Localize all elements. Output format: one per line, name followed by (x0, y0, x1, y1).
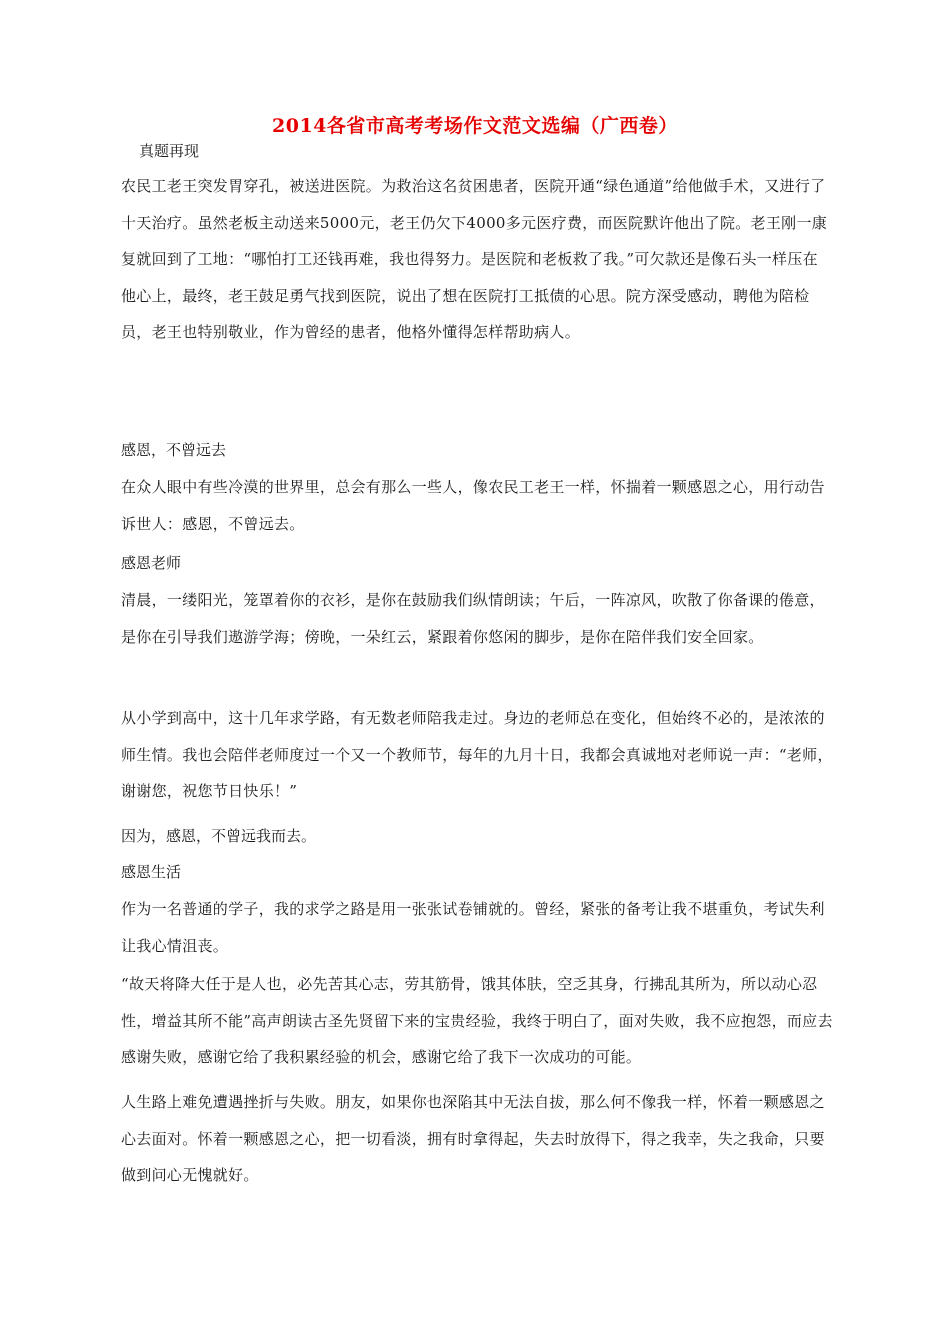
teacher-paragraph-1 (121, 582, 833, 655)
life-paragraph-1 (121, 891, 833, 964)
life-paragraph-2 (121, 966, 833, 1076)
section-heading-life: 感恩生活 (121, 863, 182, 881)
section-label: 真题再现 (139, 142, 200, 160)
section-heading-teacher: 感恩老师 (121, 554, 182, 572)
teacher-paragraph-3: 因为，感恩，不曾远我而去。 (121, 827, 317, 845)
teacher-text-2: 从小学到高中，这十几年求学路，有无数老师陪我走过。身边的老师总在变化，但始终不必的，是浓浓的师生情。我也会陪伴老师度过一个又一个教师节，每年的九月十日，我都会真诚地对老师说一声：“老师，谢谢您，祝您节日快乐！” (121, 709, 833, 800)
essay-title: 感恩，不曾远去 (121, 441, 227, 459)
life-paragraph-3 (121, 1084, 833, 1194)
prompt-text: 农民工老王突发胃穿孔，被送进医院。为救治这名贫困患者，医院开通“绿色通道”给他做手术，又进行了十天治疗。虽然老板主动送来5000元，老王仍欠下4000多元医疗费，而医院默许他出了院。老王刚一康复就回到了工地：“哪怕打工还钱再难，我也得努力。是医院和老板救了我。”可欠款还是像石头一样压在他心上，最终，老王鼓足勇气找到医院，说出了想在医院打工抵债的心思。院方深受感动，聘他为陪检员，老王也特别敬业，作为曾经的患者，他格外懂得怎样帮助病人。 (121, 177, 828, 341)
teacher-text-1: 清晨，一缕阳光，笼罩着你的衣衫，是你在鼓励我们纵情朗读；午后，一阵凉风，吹散了你备课的倦意，是你在引导我们遨游学海；傍晚，一朵红云，紧跟着你悠闲的脚步，是你在陪伴我们安全回家。 (121, 591, 825, 646)
life-text-3: 人生路上难免遭遇挫折与失败。朋友，如果你也深陷其中无法自拔，那么何不像我一样，怀着一颗感恩之心去面对。怀着一颗感恩之心，把一切看淡，拥有时拿得起，失去时放得下，得之我幸，失之我命，只要做到问心无愧就好。 (121, 1093, 825, 1184)
life-text-2: “故天将降大任于是人也，必先苦其心志，劳其筋骨，饿其体肤，空乏其身，行拂乱其所为，所以动心忍性，增益其所不能”高声朗读古圣先贤留下来的宝贵经验，我终于明白了，面对失败，我不应抱怨，而应去感谢失败，感谢它给了我积累经验的机会，感谢它给了我下一次成功的可能。 (121, 975, 833, 1066)
intro-paragraph (121, 469, 833, 542)
life-text-1: 作为一名普通的学子，我的求学之路是用一张张试卷铺就的。曾经，紧张的备考让我不堪重负，考试失利让我心情沮丧。 (121, 900, 825, 955)
prompt-paragraph (121, 168, 833, 351)
intro-text: 在众人眼中有些冷漠的世界里，总会有那么一些人，像农民工老王一样，怀揣着一颗感恩之心，用行动告诉世人：感恩，不曾远去。 (121, 478, 825, 533)
teacher-paragraph-2 (121, 700, 833, 810)
document-title: 2014各省市高考考场作文范文选编（广西卷） (272, 115, 678, 137)
